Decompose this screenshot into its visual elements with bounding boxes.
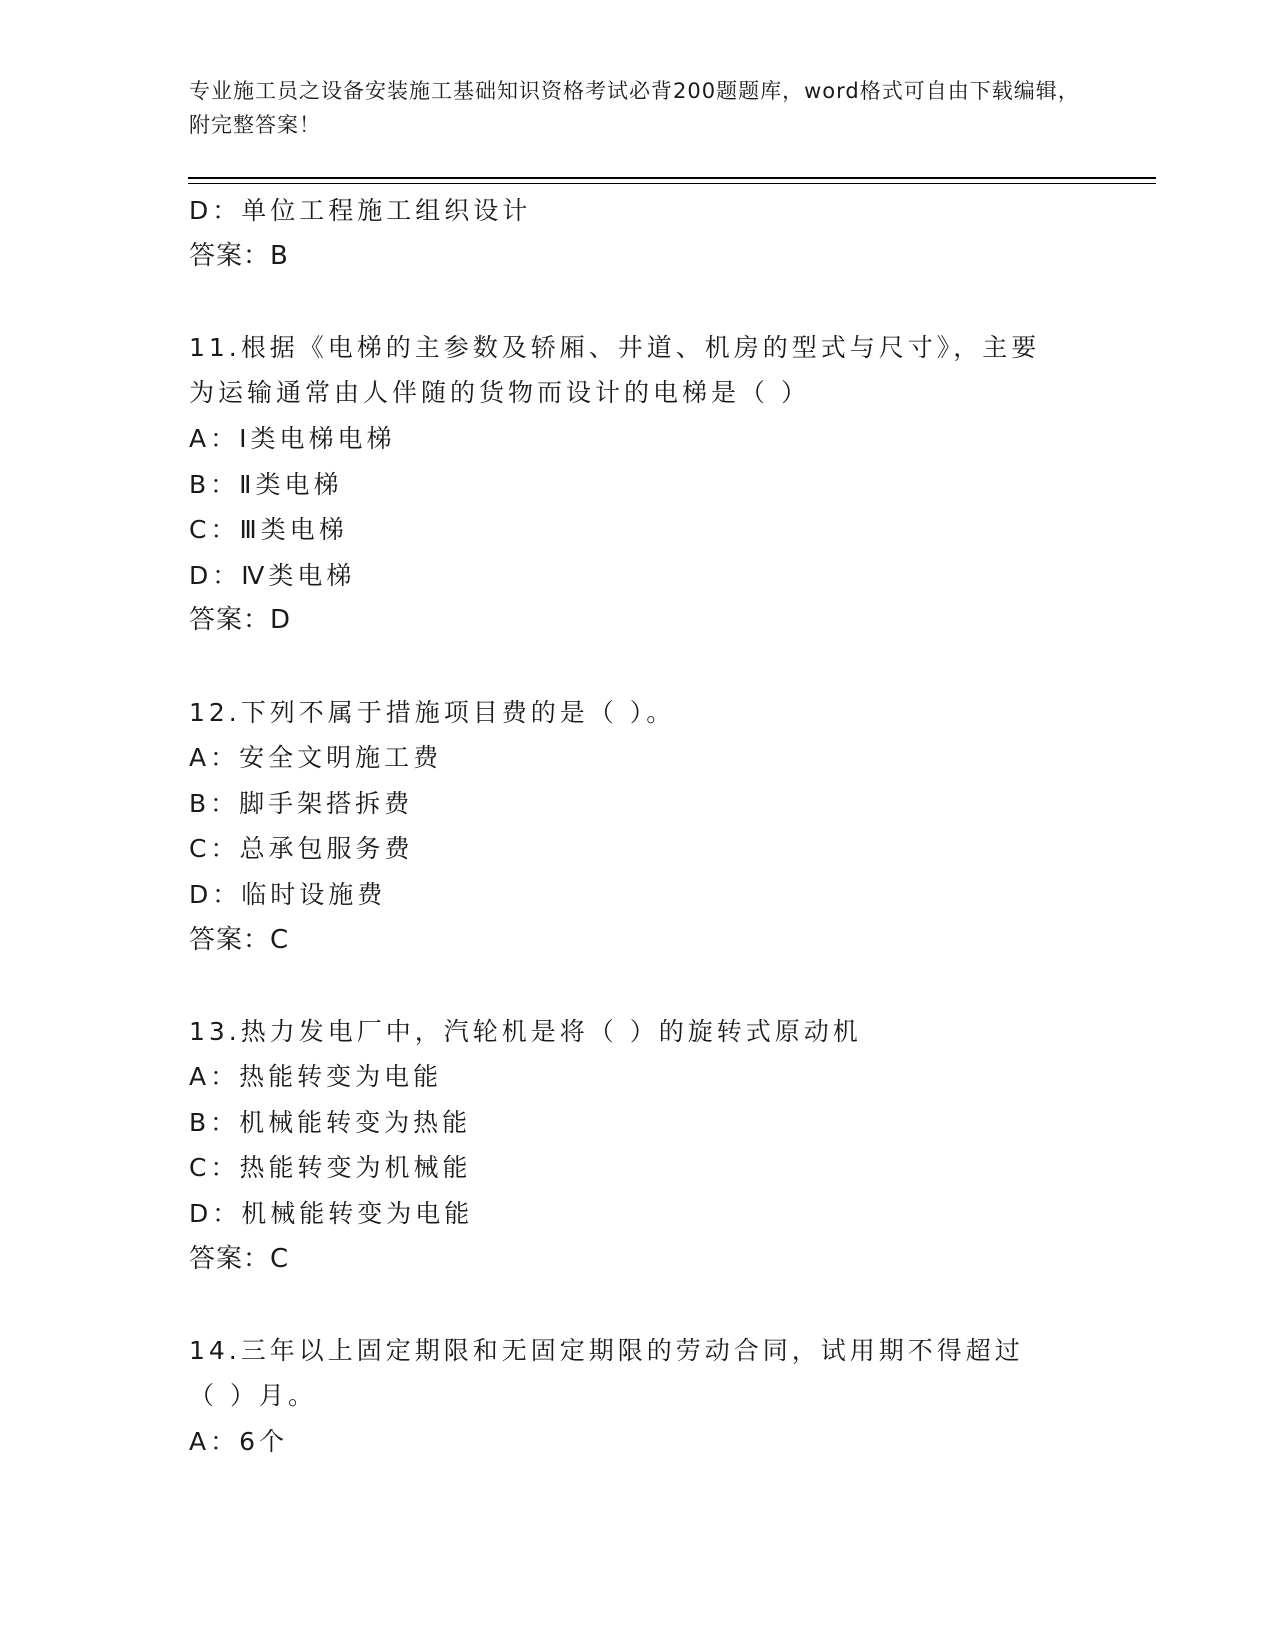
answer-line: 答案：D xyxy=(189,605,292,636)
option-c: C：总承包服务费 xyxy=(189,834,414,864)
answer-line: 答案：C xyxy=(189,924,290,955)
option-a: A：安全文明施工费 xyxy=(189,743,443,773)
spacer xyxy=(189,1282,1089,1328)
option-d: D：单位工程施工组织设计 xyxy=(189,196,532,225)
spacer xyxy=(189,279,1089,325)
header-divider-thin xyxy=(188,183,1156,184)
question-11 xyxy=(189,325,1089,644)
previous-question-tail xyxy=(189,188,1089,279)
option-d: D：临时设施费 xyxy=(189,879,387,909)
document-header: 专业施工员之设备安装施工基础知识资格考试必背200题题库，word格式可自由下载编辑，附完整答案！ xyxy=(189,79,1080,137)
question-stem: 11.根据《电梯的主参数及轿厢、井道、机房的型式与尺寸》，主要为运输通常由人伴随的货物而设计的电梯是（ ） xyxy=(189,332,1041,408)
option-a: A：Ⅰ类电梯电梯 xyxy=(189,423,396,453)
question-stem: 13.热力发电厂中，汽轮机是将（ ）的旋转式原动机 xyxy=(189,1016,862,1046)
question-12 xyxy=(189,690,1089,964)
option-b: B：脚手架搭拆费 xyxy=(189,788,414,818)
question-stem: 14.三年以上固定期限和无固定期限的劳动合同，试用期不得超过（ ）月。 xyxy=(189,1335,1024,1411)
question-13 xyxy=(189,1009,1089,1283)
spacer xyxy=(189,963,1089,1009)
question-14 xyxy=(189,1328,1089,1465)
option-b: B：机械能转变为热能 xyxy=(189,1107,472,1137)
option-c: C：Ⅲ类电梯 xyxy=(189,515,348,545)
answer-line: 答案：B xyxy=(189,240,289,271)
question-content xyxy=(189,188,1089,1465)
option-b: B：Ⅱ类电梯 xyxy=(189,469,343,499)
option-d: D：Ⅳ类电梯 xyxy=(189,560,356,590)
option-d: D：机械能转变为电能 xyxy=(189,1199,474,1229)
spacer xyxy=(189,644,1089,690)
answer-line: 答案：C xyxy=(189,1243,290,1274)
header-divider-thick xyxy=(188,177,1156,179)
option-a: A：6个 xyxy=(189,1427,289,1457)
option-c: C：热能转变为机械能 xyxy=(189,1153,472,1183)
option-a: A：热能转变为电能 xyxy=(189,1062,443,1092)
question-stem: 12.下列不属于措施项目费的是（ ）。 xyxy=(189,697,676,727)
